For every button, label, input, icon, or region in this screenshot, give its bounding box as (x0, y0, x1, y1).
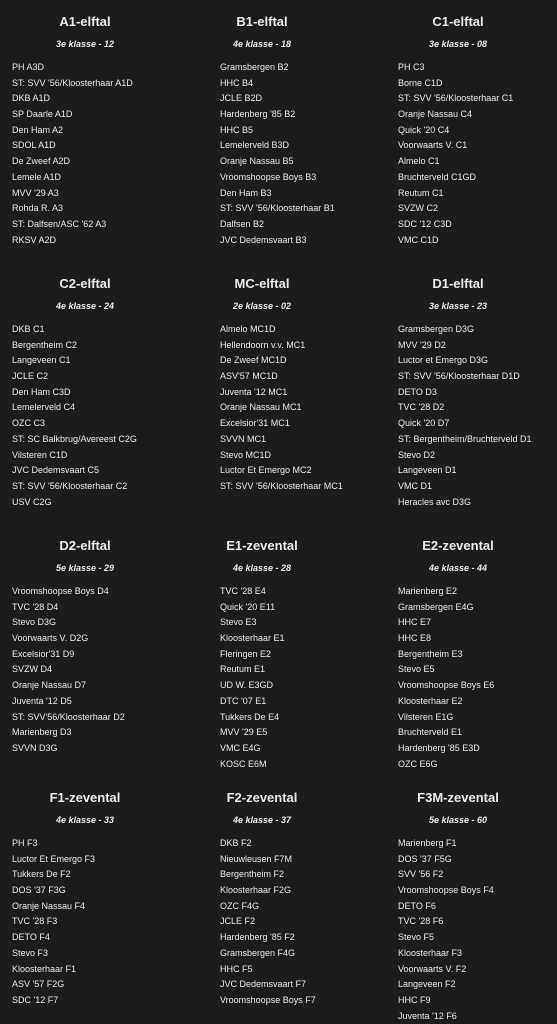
team-item: MVV '29 E5 (220, 727, 268, 738)
team-item: Gramsbergen F4G (220, 947, 296, 958)
team-item: Bruchterveld C1GD (398, 171, 477, 182)
team-item: Tukkers De F2 (12, 869, 71, 880)
team-item: HHC F9 (398, 994, 431, 1005)
team-item: Kloosterhaar E1 (220, 633, 285, 644)
team-item: Vroomshoopse Boys D4 (12, 586, 109, 596)
group-title: B1-elftal (236, 14, 288, 29)
team-list (12, 836, 190, 1009)
group-title: E1-zevental (226, 538, 298, 553)
team-item: Voorwaarts V. C1 (398, 140, 468, 151)
team-item: Marienberg D3 (12, 727, 72, 738)
team-item: DOS '37 F3G (12, 885, 66, 896)
team-item: Kloosterhaar F1 (12, 963, 77, 974)
team-item: Stevo E5 (398, 664, 435, 675)
team-item: Heracles avc D3G (398, 496, 472, 507)
team-item: Oranje Nassau D7 (12, 680, 87, 691)
team-list (220, 584, 398, 772)
team-item: Oranje Nassau C4 (398, 109, 473, 120)
team-list (398, 584, 557, 772)
team-item: Langeveen C1 (12, 355, 71, 366)
team-item: Vroomshoopse Boys F7 (220, 994, 316, 1005)
team-item: DETO F6 (398, 900, 436, 911)
team-item: Reutum C1 (398, 187, 444, 198)
team-item: ST: Dalfsen/ASC '62 A3 (12, 218, 107, 229)
team-item: Dalfsen B2 (220, 218, 265, 229)
group-title: F3M-zevental (417, 790, 499, 805)
team-item: TVC '28 D2 (398, 402, 445, 413)
team-item: SDOL A1D (12, 140, 56, 151)
team-item: Den Ham A2 (12, 124, 64, 135)
team-item: JCLE C2 (12, 371, 49, 382)
team-item: Vroomshoopse Boys E6 (398, 680, 495, 691)
team-item: USV C2G (12, 496, 52, 507)
team-item: Juventa '12 D5 (12, 695, 72, 706)
team-list (12, 322, 190, 510)
team-item: DKB F2 (220, 838, 252, 848)
team-item: Fleringen E2 (220, 648, 272, 659)
team-list (220, 322, 398, 495)
team-item: JCLE B2D (220, 93, 263, 104)
team-item: Juventa '12 MC1 (220, 386, 288, 397)
group-title: C2-elftal (59, 276, 111, 291)
team-item: Stevo D3G (12, 617, 57, 628)
team-list (398, 60, 557, 248)
team-item: Langeveen D1 (398, 465, 457, 476)
league-label: 5e klasse - 60 (428, 815, 488, 825)
team-item: Oranje Nassau MC1 (220, 402, 302, 413)
team-item: Juventa '12 F6 (398, 1010, 457, 1021)
team-group (12, 14, 190, 248)
team-item: HHC E8 (398, 633, 432, 644)
team-item: Vilsteren E1G (398, 711, 454, 722)
team-list (220, 836, 398, 1009)
team-item: SVVN MC1 (220, 433, 267, 444)
team-item: Rohda R. A3 (12, 203, 64, 214)
team-item: DETO D3 (398, 386, 437, 397)
team-item: Gramsbergen E4G (398, 601, 474, 612)
team-item: TVC '28 F3 (12, 916, 58, 927)
team-item: SDC '12 C3D (398, 218, 452, 229)
team-item: ST: SVV '56/Kloosterhaar C1 (398, 93, 514, 104)
team-item: Bruchterveld E1 (398, 727, 463, 738)
team-item: DETO F4 (12, 932, 50, 943)
team-item: Luctor et Emergo D3G (398, 355, 489, 366)
team-item: DKB A1D (12, 93, 51, 104)
team-item: Excelsior'31 D9 (12, 648, 75, 659)
team-item: Gramsbergen B2 (220, 62, 289, 72)
team-item: Gramsbergen D3G (398, 324, 475, 334)
team-item: PH A3D (12, 62, 45, 72)
team-list (398, 322, 557, 510)
team-group (398, 790, 557, 1024)
league-label: 4e klasse - 44 (428, 563, 488, 573)
team-item: Nieuwleusen F7M (220, 853, 293, 864)
team-item: Stevo E3 (220, 617, 257, 628)
team-item: PH C3 (398, 62, 425, 72)
league-label: 5e klasse - 29 (55, 563, 115, 573)
team-item: JVC Dedemsvaart F7 (220, 979, 307, 990)
group-title: F2-zevental (226, 790, 298, 805)
team-item: Lemelerveld C4 (12, 402, 76, 413)
team-item: Voorwaarts V. F2 (398, 963, 467, 974)
team-list (12, 584, 190, 757)
team-item: Hardenberg '85 B2 (220, 109, 296, 120)
team-item: Tukkers De E4 (220, 711, 280, 722)
team-item: Luctor Et Emergo MC2 (220, 465, 312, 476)
league-label: 4e klasse - 37 (232, 815, 292, 825)
team-item: De Zweef MC1D (220, 355, 287, 366)
team-item: Bergentheim C2 (12, 339, 78, 350)
team-group (398, 538, 557, 772)
team-group (398, 14, 557, 248)
league-label: 2e klasse - 02 (232, 301, 292, 311)
team-item: SVZW C2 (398, 203, 439, 214)
team-item: Lemelerveld B3D (220, 140, 290, 151)
team-item: HHC B5 (220, 124, 254, 135)
team-item: Excelsior'31 MC1 (220, 418, 290, 429)
group-title: A1-elftal (59, 14, 111, 29)
team-item: Stevo F5 (398, 932, 435, 943)
team-item: Hardenberg '85 F2 (220, 932, 295, 943)
team-item: JVC Dedemsvaart B3 (220, 234, 307, 245)
group-title: E2-zevental (422, 538, 494, 553)
team-item: Quick '20 E11 (220, 601, 276, 612)
team-item: SVV '56 F2 (398, 869, 444, 880)
team-item: UD W. E3GD (220, 680, 274, 691)
team-item: KOSC E6M (220, 758, 267, 769)
team-item: ST: SVV '56/Kloosterhaar A1D (12, 77, 133, 88)
team-item: SP Daarle A1D (12, 109, 73, 120)
league-label: 4e klasse - 18 (232, 39, 292, 49)
team-item: VMC E4G (220, 742, 261, 753)
team-item: HHC B4 (220, 77, 254, 88)
team-group (398, 276, 557, 510)
team-item: Oranje Nassau B5 (220, 156, 294, 167)
team-item: VMC D1 (398, 480, 433, 491)
team-item: OZC F4G (220, 900, 260, 911)
team-item: Vilsteren C1D (12, 449, 68, 460)
team-item: ASV'57 MC1D (220, 371, 278, 382)
league-label: 4e klasse - 24 (55, 301, 115, 311)
team-item: OZC C3 (12, 418, 46, 429)
team-item: SVVN D3G (12, 742, 58, 753)
team-list (398, 836, 557, 1024)
team-item: VMC C1D (398, 234, 439, 245)
team-item: Langeveen F2 (398, 979, 456, 990)
team-item: TVC '28 D4 (12, 601, 59, 612)
team-item: Voorwaarts V. D2G (12, 633, 89, 644)
team-item: JCLE F2 (220, 916, 256, 927)
team-item: JVC Dedemsvaart C5 (12, 465, 100, 476)
team-item: MVV '29 D2 (398, 339, 446, 350)
team-item: Den Ham B3 (220, 187, 272, 198)
team-item: PH F3 (12, 838, 38, 848)
team-item: Reutum E1 (220, 664, 266, 675)
team-item: Vroomshoopse Boys F4 (398, 885, 494, 896)
league-label: 4e klasse - 28 (232, 563, 292, 573)
league-label: 4e klasse - 33 (55, 815, 115, 825)
team-item: Almelo C1 (398, 156, 440, 167)
group-title: F1-zevental (49, 790, 121, 805)
league-label: 3e klasse - 08 (428, 39, 488, 49)
team-item: ST: SVV '56/Kloosterhaar C2 (12, 480, 128, 491)
team-group (12, 790, 190, 1009)
team-item: Lemele A1D (12, 171, 62, 182)
team-item: Den Ham C3D (12, 386, 71, 397)
team-item: OZC E6G (398, 758, 438, 769)
team-item: SVZW D4 (12, 664, 53, 675)
team-item: DTC '07 E1 (220, 695, 267, 706)
team-item: TVC '28 F6 (398, 916, 444, 927)
team-item: ST: SC Balkbrug/Avereest C2G (12, 433, 137, 444)
team-item: ASV '57 F2G (12, 979, 65, 990)
team-item: Kloosterhaar F3 (398, 947, 463, 958)
team-item: Marienberg F1 (398, 838, 457, 848)
team-item: ST: SVV '56/Kloosterhaar B1 (220, 203, 335, 214)
team-item: Quick '20 D7 (398, 418, 450, 429)
team-item: Bergentheim E3 (398, 648, 463, 659)
team-item: Stevo F3 (12, 947, 49, 958)
team-list (12, 60, 190, 248)
team-item: Borne C1D (398, 77, 443, 88)
team-item: ST: SVV '56/Kloosterhaar D1D (398, 371, 520, 382)
team-item: Vroomshoopse Boys B3 (220, 171, 317, 182)
team-item: Hardenberg '85 E3D (398, 742, 480, 753)
team-item: Bergentheim F2 (220, 869, 285, 880)
group-title: C1-elftal (432, 14, 484, 29)
group-title: D2-elftal (59, 538, 111, 553)
team-group (12, 276, 190, 510)
team-item: Quick '20 C4 (398, 124, 450, 135)
team-item: Marienberg E2 (398, 586, 458, 596)
group-title: MC-elftal (234, 276, 290, 291)
team-item: Almelo MC1D (220, 324, 276, 334)
team-item: Hellendoorn v.v. MC1 (220, 339, 306, 350)
team-item: ST: SVV '56/Kloosterhaar MC1 (220, 480, 343, 491)
team-item: Oranje Nassau F4 (12, 900, 86, 911)
team-item: De Zweef A2D (12, 156, 71, 167)
team-item: Stevo MC1D (220, 449, 272, 460)
team-item: Stevo D2 (398, 449, 436, 460)
team-item: ST: SVV'56/Kloosterhaar D2 (12, 711, 125, 722)
team-item: DOS '37 F5G (398, 853, 452, 864)
team-item: HHC F5 (220, 963, 253, 974)
team-group (12, 538, 190, 757)
team-item: DKB C1 (12, 324, 45, 334)
team-item: TVC '28 E4 (220, 586, 266, 596)
league-label: 3e klasse - 12 (55, 39, 115, 49)
team-list (220, 60, 398, 248)
team-item: Luctor Et Emergo F3 (12, 853, 96, 864)
group-title: D1-elftal (432, 276, 484, 291)
team-item: HHC E7 (398, 617, 432, 628)
team-item: Kloosterhaar E2 (398, 695, 463, 706)
team-item: Kloosterhaar F2G (220, 885, 292, 896)
team-item: RKSV A2D (12, 234, 57, 245)
team-item: MVV '29 A3 (12, 187, 59, 198)
league-label: 3e klasse - 23 (428, 301, 488, 311)
team-item: SDC '12 F7 (12, 994, 59, 1005)
team-item: ST: Bergentheim/Bruchterveld D1 (398, 433, 532, 444)
